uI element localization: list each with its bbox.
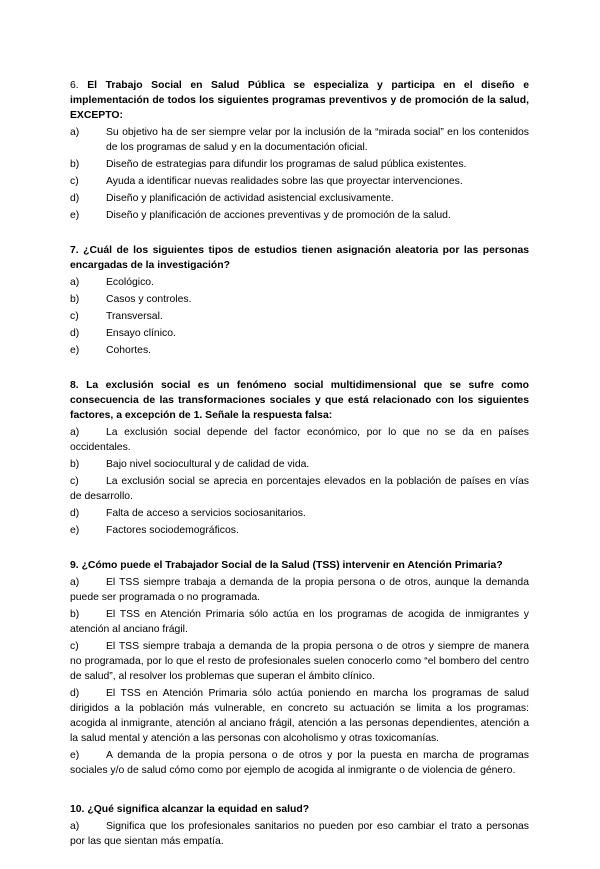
question-text: ¿Cómo puede el Trabajador Social de la Salud (TSS) intervenir en Atención Primaria? xyxy=(81,560,503,571)
option-letter: e) xyxy=(70,525,80,536)
option-b xyxy=(70,457,529,472)
option-letter: a) xyxy=(70,127,80,138)
question-text: La exclusión social es un fenómeno social multidimensional que se sufre como consecuencia de las transformaciones sociales y que está relacionado con los siguientes factores, a excepción de 1. Señale la respuesta falsa: xyxy=(70,380,529,421)
question-title xyxy=(70,802,529,817)
option-c xyxy=(70,639,529,684)
option-letter: e) xyxy=(70,750,80,761)
option-letter: b) xyxy=(70,459,80,470)
option-text: Significa que los profesionales sanitarios no pueden por eso cambiar el trato a personas por las que sientan más empatía. xyxy=(70,821,529,847)
option-text: La exclusión social se aprecia en porcentajes elevados en la población de países en vías de desarrollo. xyxy=(70,476,529,502)
option-text: Casos y controles. xyxy=(106,294,192,305)
option-a xyxy=(70,575,529,605)
question-title xyxy=(70,378,529,423)
option-letter: c) xyxy=(70,176,79,187)
question-text: El Trabajo Social en Salud Pública se especializa y participa en el diseño e implementación de todos los siguientes programas preventivos y de promoción de la salud, EXCEPTO: xyxy=(70,80,530,121)
option-letter: c) xyxy=(70,641,79,652)
question-number: 9. xyxy=(70,560,79,571)
question-number: 10. xyxy=(70,804,85,815)
option-text: Diseño y planificación de actividad asistencial exclusivamente. xyxy=(106,193,394,204)
option-d xyxy=(70,191,529,206)
option-e xyxy=(70,748,529,778)
option-letter: c) xyxy=(70,311,79,322)
question-number: 6. xyxy=(70,80,79,91)
question-text: ¿Cuál de los siguientes tipos de estudios tienen asignación aleatoria por las personas encargadas de la investigación? xyxy=(70,245,529,271)
option-letter: a) xyxy=(70,821,80,832)
option-text: Cohortes. xyxy=(106,345,152,356)
option-letter: d) xyxy=(70,193,80,204)
option-letter: d) xyxy=(70,328,80,339)
option-letter: a) xyxy=(70,277,80,288)
option-text: Transversal. xyxy=(106,311,163,322)
option-letter: e) xyxy=(70,345,80,356)
option-a xyxy=(70,819,529,849)
option-text: Bajo nivel sociocultural y de calidad de vida. xyxy=(106,459,310,470)
option-text: Diseño y planificación de acciones preventivas y de promoción de la salud. xyxy=(106,210,451,221)
option-letter: b) xyxy=(70,294,80,305)
option-text: El TSS siempre trabaja a demanda de la propia persona o de otros, aunque la demanda puede ser programada o no programada. xyxy=(70,577,529,603)
question-8 xyxy=(70,378,529,538)
question-title xyxy=(70,243,529,273)
question-title xyxy=(70,78,529,123)
option-b xyxy=(70,607,529,637)
option-text: El TSS en Atención Primaria sólo actúa poniendo en marcha los programas de salud dirigidos a la población más vulnerable, en concreto su actuación se limita a los programas: acogida al inmigrante, atención al anciano frágil, atención a las personas dependientes, atención a la salud mental y atención a las personas con alcoholismo y otras toxicomanías. xyxy=(70,688,529,744)
option-a xyxy=(70,275,529,290)
option-text: El TSS en Atención Primaria sólo actúa en los programas de acogida de inmigrantes y atención al anciano frágil. xyxy=(70,609,529,635)
option-c xyxy=(70,309,529,324)
option-text: Ayuda a identificar nuevas realidades sobre las que proyectar intervenciones. xyxy=(106,176,463,187)
option-letter: d) xyxy=(70,688,80,699)
question-9 xyxy=(70,558,529,778)
option-d xyxy=(70,506,529,521)
option-c xyxy=(70,474,529,504)
option-a xyxy=(70,425,529,455)
option-letter: b) xyxy=(70,609,80,620)
option-text: Ecológico. xyxy=(106,277,154,288)
option-e xyxy=(70,523,529,538)
question-10 xyxy=(70,802,529,849)
option-d xyxy=(70,326,529,341)
option-text: Falta de acceso a servicios sociosanitarios. xyxy=(106,508,306,519)
option-d xyxy=(70,686,529,746)
question-7 xyxy=(70,243,529,358)
option-text: Factores sociodemográficos. xyxy=(106,525,239,536)
option-b xyxy=(70,292,529,307)
option-letter: a) xyxy=(70,577,80,588)
option-text: Su objetivo ha de ser siempre velar por la inclusión de la “mirada social” en los contenidos de los programas de salud y en la documentación oficial. xyxy=(106,127,529,153)
option-text: Diseño de estrategias para difundir los programas de salud pública existentes. xyxy=(106,159,467,170)
option-text: El TSS siempre trabaja a demanda de la propia persona o de otros y siempre de manera no programada, por lo que el resto de profesionales suelen conocerlo como “el bombero del centro de salud”, al resolver los problemas que superan el ámbito clínico. xyxy=(70,641,529,682)
option-letter: c) xyxy=(70,476,79,487)
option-c xyxy=(70,174,529,189)
question-number: 8. xyxy=(70,380,79,391)
option-a xyxy=(70,125,529,155)
question-6 xyxy=(70,78,529,223)
option-letter: a) xyxy=(70,427,80,438)
option-text: Ensayo clínico. xyxy=(106,328,176,339)
option-letter: e) xyxy=(70,210,80,221)
option-e xyxy=(70,343,529,358)
option-b xyxy=(70,157,529,172)
option-e xyxy=(70,208,529,223)
question-title xyxy=(70,558,529,573)
option-letter: b) xyxy=(70,159,80,170)
option-text: La exclusión social depende del factor económico, por lo que no se da en países occidentales. xyxy=(70,427,529,453)
option-text: A demanda de la propia persona o de otros y por la puesta en marcha de programas sociales y/o de salud cómo como por ejemplo de acogida al inmigrante o de violencia de género. xyxy=(70,750,529,776)
question-number: 7. xyxy=(70,245,79,256)
question-text: ¿Qué significa alcanzar la equidad en salud? xyxy=(87,804,310,815)
exam-page xyxy=(70,78,529,869)
option-letter: d) xyxy=(70,508,80,519)
